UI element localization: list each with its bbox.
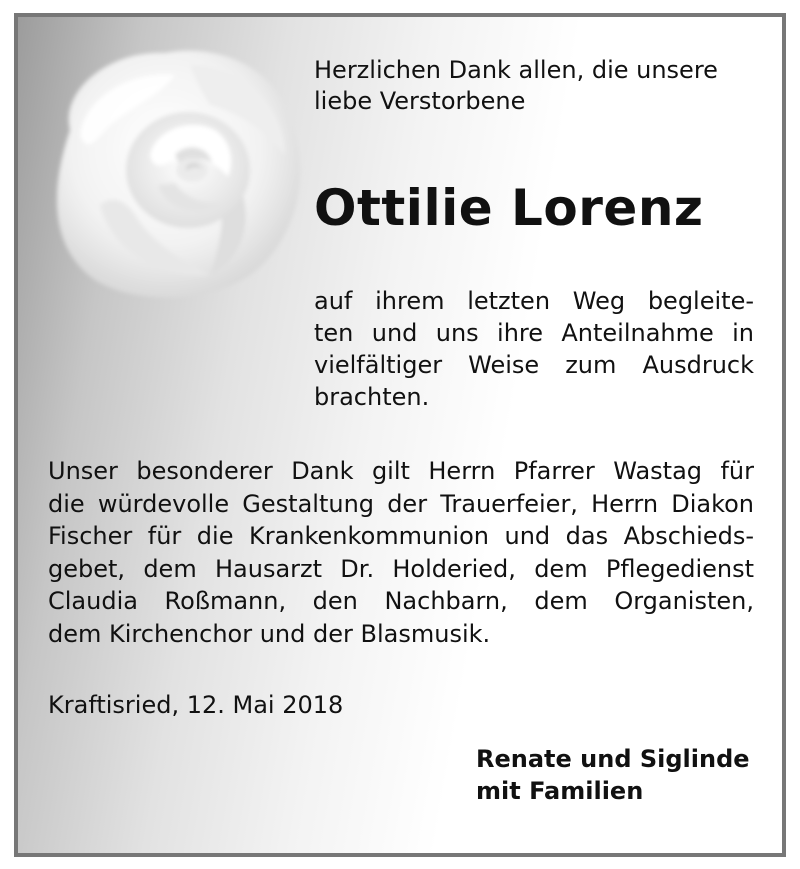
paragraph-line: Fischer für die Krankenkommunion und das Abschieds-: [48, 522, 754, 550]
paragraph-line: Claudia Roßmann, den Nachbarn, dem Organisten,: [48, 587, 754, 615]
paragraph-line: die würdevolle Gestaltung der Trauerfeier, Herrn Diakon: [48, 489, 754, 518]
intro-line: liebe Verstorbene: [314, 87, 526, 115]
paragraph-line: gebet, dem Hausarzt Dr. Holderied, dem Pflegedienst: [48, 554, 754, 583]
signature-line: mit Familien: [476, 777, 644, 805]
paragraph-line: dem Kirchenchor und der Blasmusik.: [48, 619, 491, 648]
signature: [476, 743, 750, 807]
deceased-name: Ottilie Lorenz: [314, 179, 704, 237]
follow-line: vielfältiger Weise zum Ausdruck: [314, 351, 754, 379]
follow-line: auf ihrem letzten Weg begleite-: [314, 287, 754, 315]
signature-line: Renate und Siglinde: [476, 745, 750, 773]
follow-text: [314, 285, 754, 413]
intro-line: Herzlichen Dank allen, die unsere: [314, 56, 718, 84]
obituary-frame: [14, 13, 786, 857]
white-rose-icon: [40, 35, 320, 310]
place-date: Kraftisried, 12. Mai 2018: [48, 691, 344, 719]
intro-text: [314, 55, 764, 117]
paragraph-line: Unser besonderer Dank gilt Herrn Pfarrer Wastag für: [48, 457, 754, 485]
thanks-paragraph: [48, 455, 754, 650]
follow-line: ten und uns ihre Anteilnahme in: [314, 319, 754, 347]
follow-line: brachten.: [314, 383, 430, 411]
